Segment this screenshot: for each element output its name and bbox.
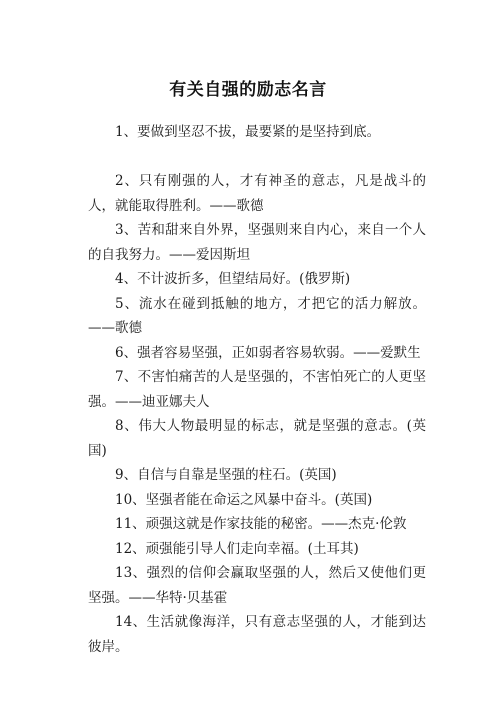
quote-paragraph-6: 6、强者容易坚强，正如弱者容易软弱。——爱默生 bbox=[115, 344, 421, 361]
quote-paragraph-12: 12、顽强能引导人们走向幸福。(土耳其) bbox=[115, 540, 359, 557]
quote-paragraph-9: 9、自信与自靠是坚强的柱石。(英国) bbox=[115, 467, 337, 483]
quote-paragraph-13: 13、强烈的信仰会赢取坚强的人，然后又使他们更坚强。——华特·贝基霍 bbox=[88, 565, 426, 606]
quote-paragraph-7: 7、不害怕痛苦的人是坚强的，不害怕死亡的人更坚强。——迪亚娜夫人 bbox=[88, 369, 426, 410]
quote-paragraph-3: 3、苦和甜来自外界，坚强则来自内心，来自一个人的自我努力。——爱因斯坦 bbox=[88, 222, 426, 263]
document-title: 有关自强的励志名言 bbox=[169, 80, 327, 100]
quote-paragraph-11: 11、顽强这就是作家技能的秘密。——杰克·伦敦 bbox=[115, 516, 407, 532]
quote-paragraph-4: 4、不计波折多，但望结局好。(俄罗斯) bbox=[115, 271, 351, 287]
quote-paragraph-5: 5、流水在碰到抵触的地方，才把它的活力解放。——歌德 bbox=[88, 295, 426, 336]
quote-paragraph-10: 10、坚强者能在命运之风暴中奋斗。(英国) bbox=[115, 491, 373, 508]
quote-paragraph-8: 8、伟大人物最明显的标志，就是坚强的意志。(英国) bbox=[88, 418, 426, 459]
document-body bbox=[88, 120, 426, 659]
quote-paragraph-1: 1、要做到坚忍不拔，最要紧的是坚持到底。 bbox=[115, 124, 381, 140]
quote-paragraph-14: 14、生活就像海洋，只有意志坚强的人，才能到达彼岸。 bbox=[88, 614, 426, 655]
quote-paragraph-2: 2、只有刚强的人，才有神圣的意志，凡是战斗的人，就能取得胜利。——歌德 bbox=[88, 173, 426, 214]
